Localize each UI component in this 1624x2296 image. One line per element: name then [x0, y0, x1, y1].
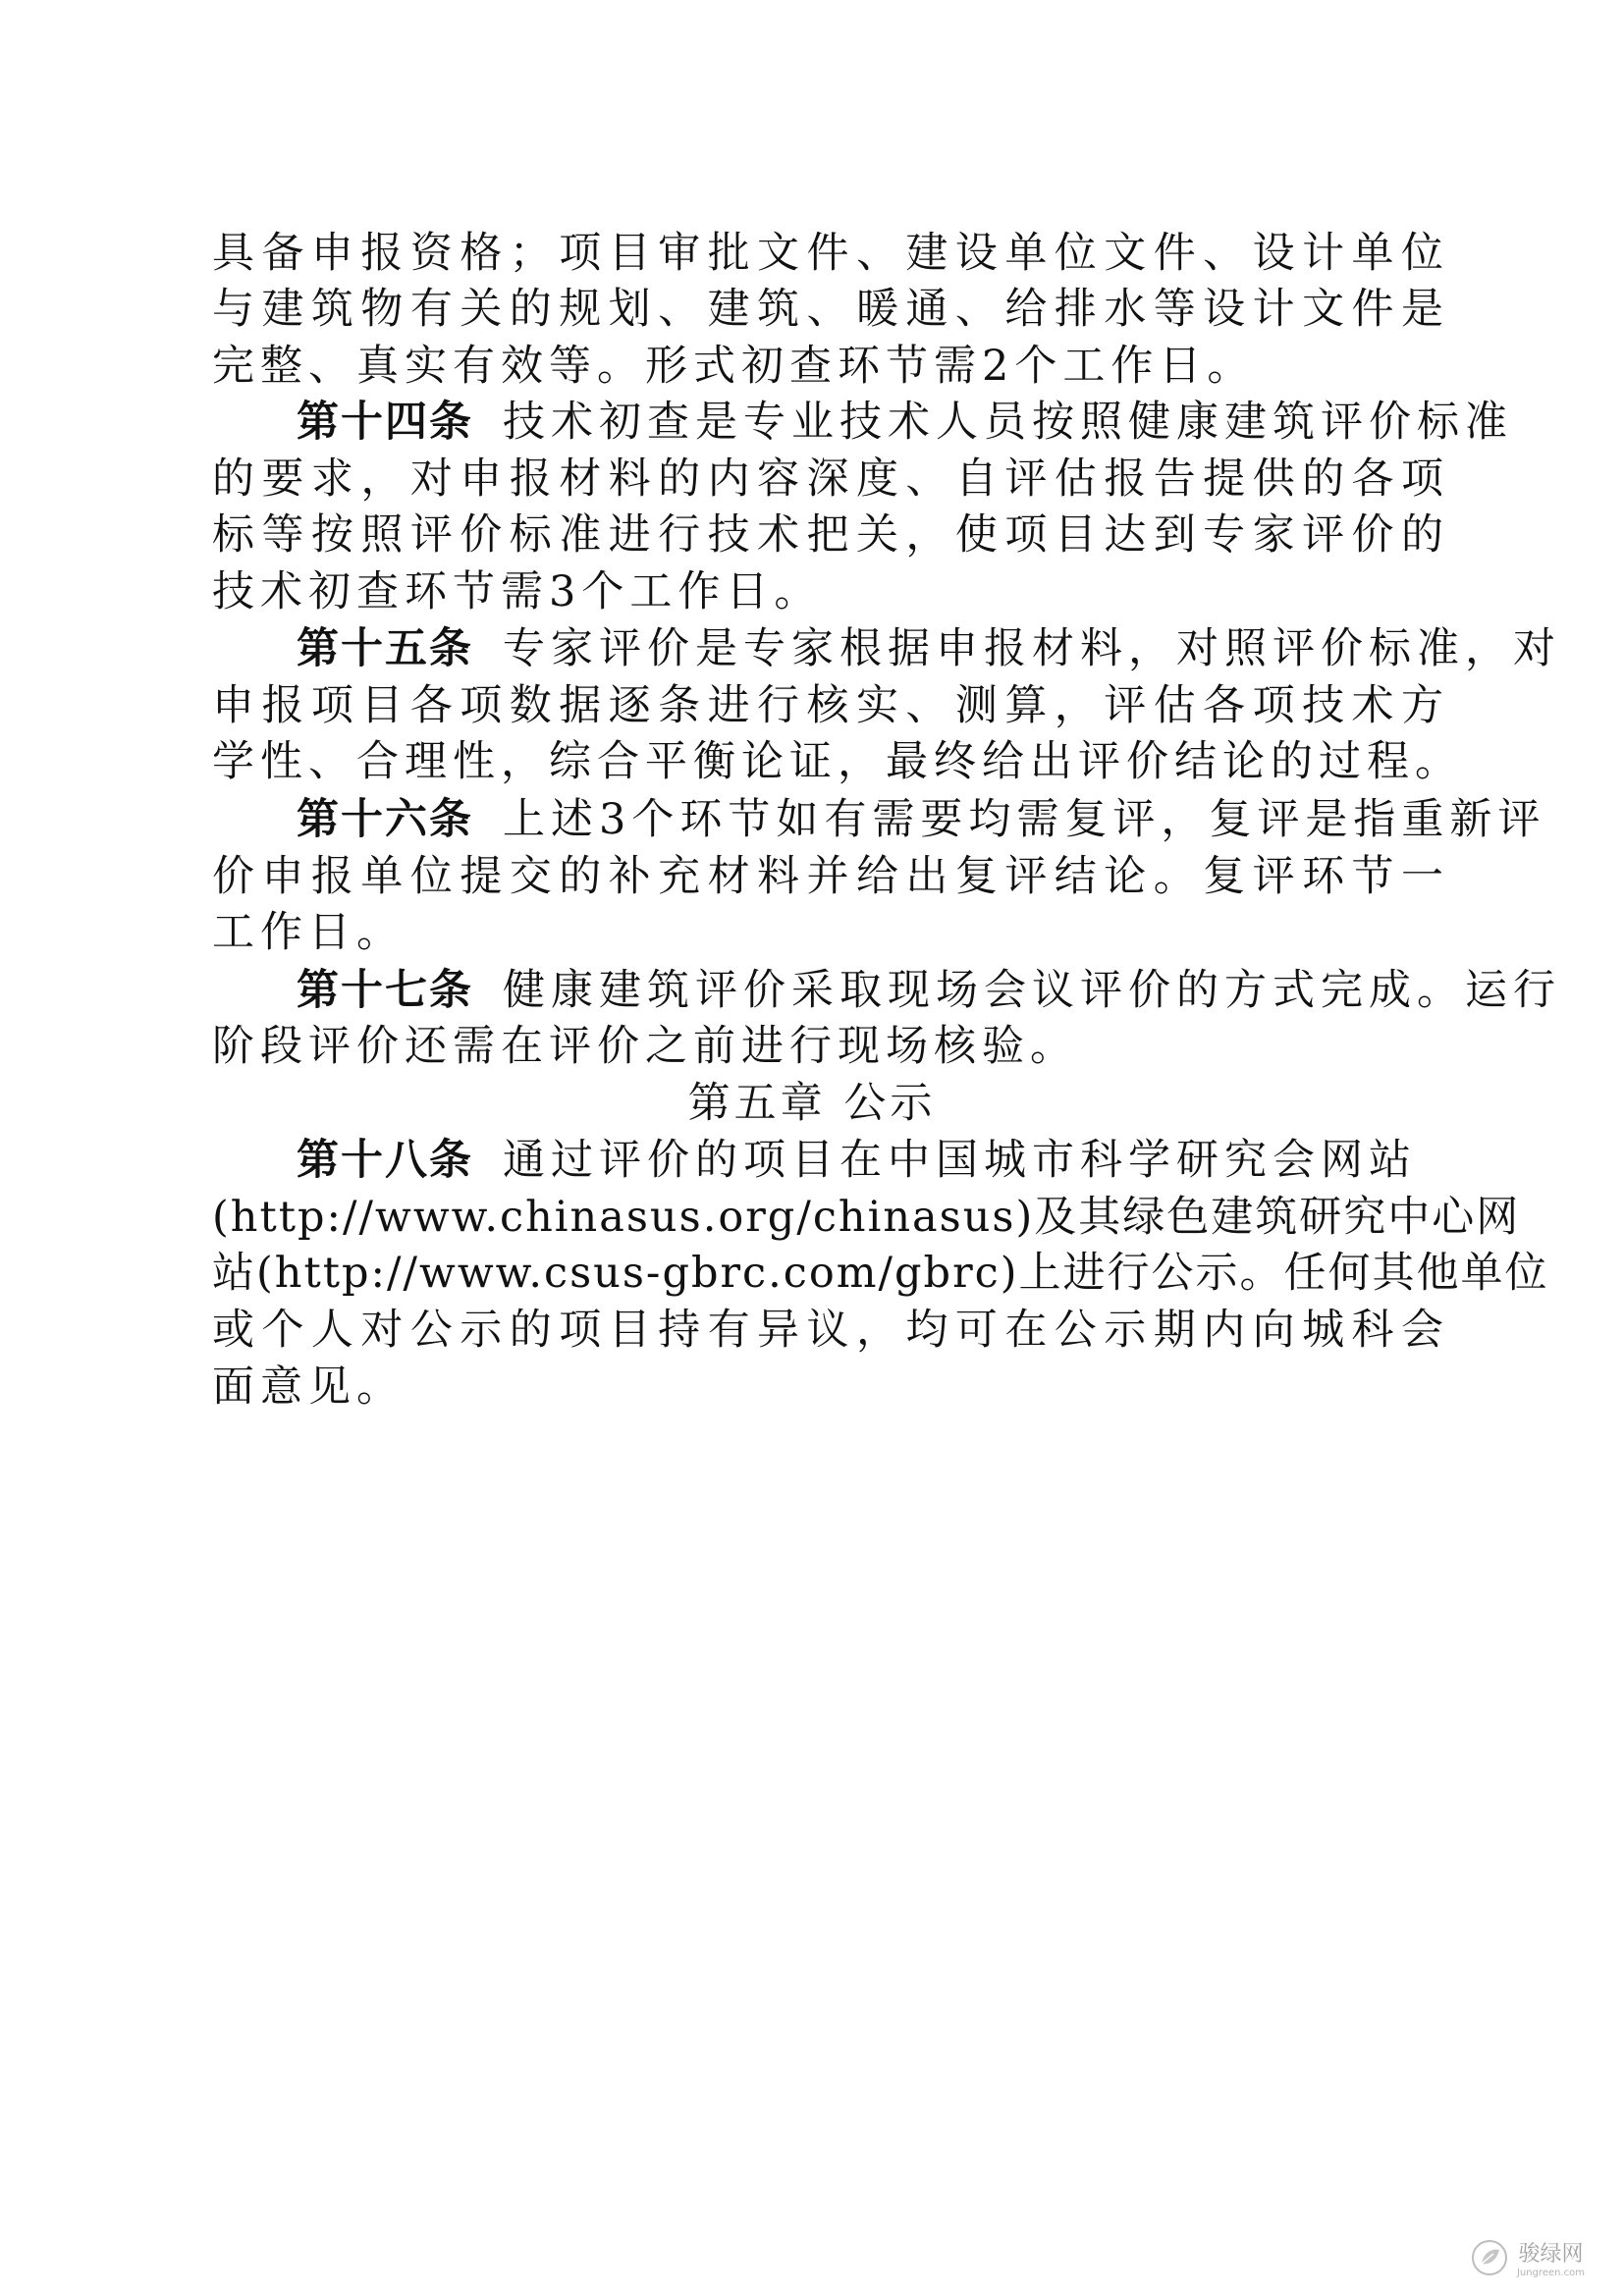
watermark-name: 骏绿网	[1518, 2242, 1584, 2267]
article-17	[297, 962, 1561, 1019]
leaf-logo-icon	[1470, 2238, 1509, 2277]
article-label: 第十四条	[297, 398, 473, 447]
article-16	[297, 791, 1546, 848]
text-line: 面意见。	[212, 1362, 405, 1412]
article-18	[297, 1132, 1449, 1189]
article-text: 技术初查是专业技术人员按照健康建筑评价标准	[503, 398, 1513, 447]
text-line: 阶段评价还需在评价之前进行现场核验。	[212, 1022, 1078, 1071]
article-text: 健康建筑评价采取现场会议评价的方式完成。运行	[503, 966, 1561, 1015]
article-label: 第十五条	[297, 624, 473, 673]
text-line: (http://www.chinasus.org/chinasus)及其绿色建筑研究中心网	[212, 1193, 1521, 1242]
text-line: 站(http://www.csus-gbrc.com/gbrc)上进行公示。任何其他单位	[212, 1249, 1549, 1298]
text-line: 价申报单位提交的补充材料并给出复评结论。复评环节一	[212, 852, 1449, 901]
text-line: 技术初查环节需3个工作日。	[212, 567, 823, 616]
article-text: 上述3个环节如有需要均需复评，复评是指重新评	[503, 795, 1546, 844]
text-line: 标等按照评价标准进行技术把关，使项目达到专家评价的	[212, 510, 1449, 560]
article-text: 通过评价的项目在中国城市科学研究会网站	[503, 1136, 1417, 1185]
text-line: 工作日。	[212, 908, 405, 957]
article-label: 第十六条	[297, 795, 473, 844]
text-line: 具备申报资格；项目审批文件、建设单位文件、设计单位	[212, 229, 1449, 278]
article-14	[297, 394, 1513, 451]
text-line: 学性、合理性，综合平衡论证，最终给出评价结论的过程。	[212, 737, 1463, 786]
text-line: 完整、真实有效等。形式初查环节需2个工作日。	[212, 342, 1256, 391]
watermark-url: Jungreen.com	[1516, 2268, 1585, 2278]
text-line: 的要求，对申报材料的内容深度、自评估报告提供的各项	[212, 454, 1449, 504]
text-line: 申报项目各项数据逐条进行核实、测算，评估各项技术方	[212, 681, 1449, 730]
article-label: 第十八条	[297, 1136, 473, 1185]
text-line: 或个人对公示的项目持有异议，均可在公示期内向城科会	[212, 1306, 1449, 1355]
text-line: 与建筑物有关的规划、建筑、暖通、给排水等设计文件是	[212, 285, 1449, 334]
watermark	[1470, 2237, 1585, 2278]
chapter-heading: 第五章 公示	[687, 1079, 937, 1128]
article-text: 专家评价是专家根据申报材料，对照评价标准，对	[503, 624, 1561, 673]
article-label: 第十七条	[297, 966, 473, 1015]
article-15	[297, 620, 1561, 677]
